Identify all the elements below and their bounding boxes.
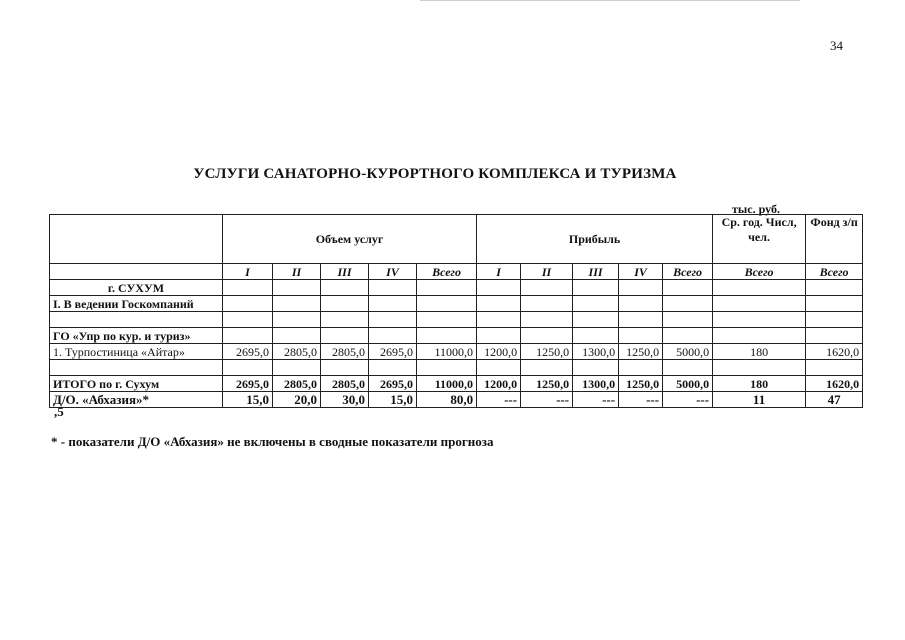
profit-cell: --- <box>477 392 521 408</box>
quarter-cell: IV <box>619 264 663 280</box>
header-avg-staff: Ср. год. Числ, чел. <box>713 215 806 264</box>
city-label: г. СУХУМ <box>50 280 223 296</box>
volume-cell: 2805,0 <box>321 376 369 392</box>
profit-cell: 1250,0 <box>619 344 663 360</box>
volume-cell: 2805,0 <box>273 344 321 360</box>
services-table <box>49 214 863 408</box>
volume-cell: 2695,0 <box>223 376 273 392</box>
hotel-label: 1. Турпостиница «Айтар» <box>50 344 223 360</box>
profit-cell: --- <box>619 392 663 408</box>
profit-cell: 1250,0 <box>521 344 573 360</box>
profit-cell: --- <box>521 392 573 408</box>
volume-cell: 2695,0 <box>223 344 273 360</box>
quarter-cell: III <box>573 264 619 280</box>
staff-cell: 11 <box>713 392 806 408</box>
header-volume: Объем услуг <box>223 215 477 264</box>
page-title: УСЛУГИ САНАТОРНО-КУРОРТНОГО КОМПЛЕКСА И ТУРИЗМА <box>193 166 677 182</box>
scan-artifact-line <box>420 0 800 1</box>
quarter-cell: I <box>477 264 521 280</box>
abkhazia-label: Д/О. «Абхазия»* <box>50 392 223 408</box>
table-row-empty <box>50 360 863 376</box>
volume-cell: 15,0 <box>223 392 273 408</box>
volume-cell: 15,0 <box>369 392 417 408</box>
table-row-org <box>50 328 863 344</box>
section-label: I. В ведении Госкомпаний <box>50 296 223 312</box>
volume-total-cell: 80,0 <box>417 392 477 408</box>
profit-cell: 1250,0 <box>521 376 573 392</box>
units-label: тыс. руб. <box>732 202 780 216</box>
volume-total-cell: 11000,0 <box>417 376 477 392</box>
quarter-cell: II <box>521 264 573 280</box>
profit-total-cell: 5000,0 <box>663 344 713 360</box>
profit-total-cell: 5000,0 <box>663 376 713 392</box>
header-corner-cell <box>50 215 223 264</box>
volume-cell: 2805,0 <box>321 344 369 360</box>
quarter-cell: Всего <box>417 264 477 280</box>
table-row-abkhazia <box>50 392 863 408</box>
staff-cell: 180 <box>713 344 806 360</box>
fund-cell: 1620,0 <box>806 376 863 392</box>
table-row-section <box>50 296 863 312</box>
total-label: ИТОГО по г. Сухум <box>50 376 223 392</box>
footnote: * - показатели Д/О «Абхазия» не включены в сводные показатели прогноза <box>51 434 494 449</box>
quarter-cell: II <box>273 264 321 280</box>
profit-cell: 1300,0 <box>573 376 619 392</box>
total-cell: Всего <box>713 264 806 280</box>
header-wage-fund: Фонд з/п <box>806 215 863 264</box>
quarter-cell: Всего <box>663 264 713 280</box>
quarter-cell: IV <box>369 264 417 280</box>
volume-cell: 2695,0 <box>369 376 417 392</box>
page-number: 34 <box>830 38 843 53</box>
profit-cell: 1250,0 <box>619 376 663 392</box>
profit-cell: --- <box>573 392 619 408</box>
header-row-main <box>50 215 863 264</box>
profit-cell: 1300,0 <box>573 344 619 360</box>
volume-total-cell: 11000,0 <box>417 344 477 360</box>
fund-cell: 47 <box>806 392 863 408</box>
total-cell: Всего <box>806 264 863 280</box>
fund-cell: 1620,0 <box>806 344 863 360</box>
table-row-total <box>50 376 863 392</box>
profit-cell: 1200,0 <box>477 376 521 392</box>
header-row-quarters <box>50 264 863 280</box>
org-label: ГО «Упр по кур. и туриз» <box>50 328 223 344</box>
volume-cell: 20,0 <box>273 392 321 408</box>
table-row-city <box>50 280 863 296</box>
table-row-hotel <box>50 344 863 360</box>
quarter-cell: I <box>223 264 273 280</box>
profit-cell: 1200,0 <box>477 344 521 360</box>
table-row-empty <box>50 312 863 328</box>
profit-total-cell: --- <box>663 392 713 408</box>
abkhazia-suffix: ,5 <box>54 404 64 419</box>
volume-cell: 2805,0 <box>273 376 321 392</box>
header-profit: Прибыль <box>477 215 713 264</box>
volume-cell: 30,0 <box>321 392 369 408</box>
header-blank-cell <box>50 264 223 280</box>
volume-cell: 2695,0 <box>369 344 417 360</box>
staff-cell: 180 <box>713 376 806 392</box>
quarter-cell: III <box>321 264 369 280</box>
